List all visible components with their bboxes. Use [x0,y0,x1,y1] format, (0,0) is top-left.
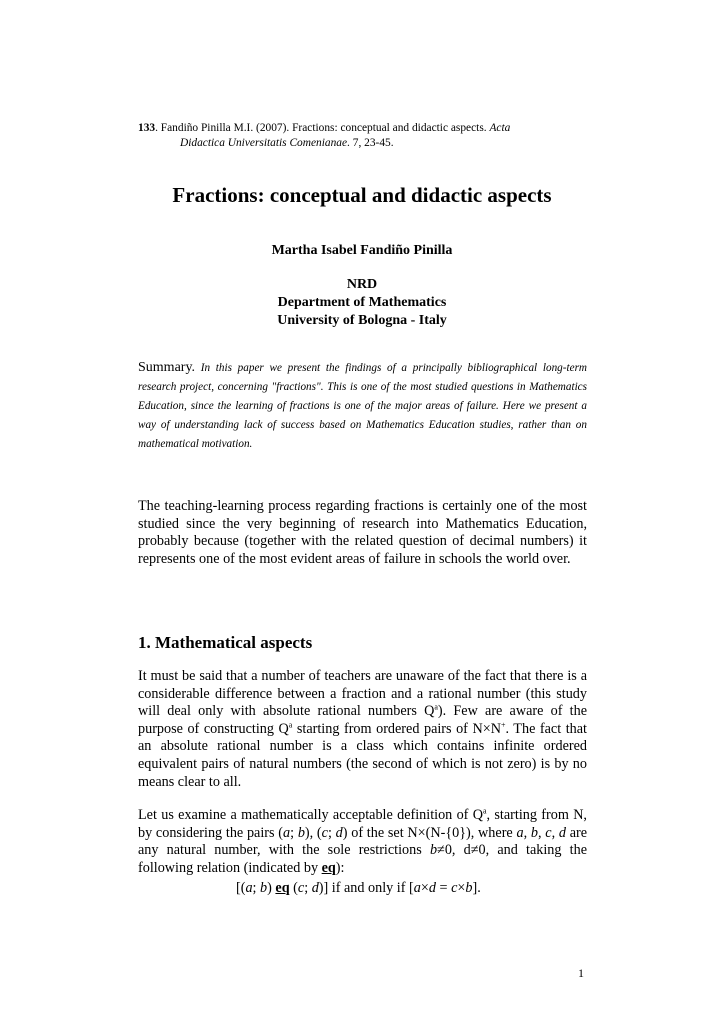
journal-name-part1: Acta [489,122,511,134]
citation-volume-pages: . 7, 23-45. [347,137,394,149]
paper-title: Fractions: conceptual and didactic aspects [172,183,552,207]
affiliation-line3: University of Bologna - Italy [277,313,447,328]
affiliation-line2: Department of Mathematics [277,295,447,310]
page-number: 1 [578,966,584,980]
author-name: Martha Isabel Fandiño Pinilla [271,243,453,258]
intro-paragraph: The teaching-learning process regarding fractions is certainly one of the most studied since the very beginning of research into Mathematics Education, probably because (together with the related question of decimal numbers) it represents one of the most evident areas of failure in schools the world over. [138,498,587,567]
journal-name-part2: Didactica Universitatis Comenianae [180,137,348,149]
summary [138,358,587,454]
citation [138,121,588,151]
equivalence-formula: [(a; b) eq (c; d)] if and only if [a×d = c×b]. [236,880,481,896]
section1-paragraph2: Let us examine a mathematically acceptable definition of $Q^a$, starting from N, by considering the pairs (a; b), (c; d) of the set N×(N-{0}), where a, b, c, d are any natural number, with the sole restrictions b≠0, d≠0, and taking the following relation (indicated by eq): [138,806,588,876]
section1-paragraph1: It must be said that a number of teachers are unaware of the fact that there is a considerable difference between a fraction and a rational number (this study will deal only with absolute rational numbers $Q^a$). Few are aware of the purpose of constructing $Q^a$ starting from ordered pairs of N×N+. The fact that an absolute rational number is a class which contains infinite ordered equivalent pairs of natural numbers (the second of which is not zero) is by no means clear to all. [138,668,587,790]
section-heading: 1. Mathematical aspects [138,633,313,652]
citation-text: . Fandiño Pinilla M.I. (2007). Fractions: conceptual and didactic aspects. [155,122,490,134]
citation-number: 133 [138,122,156,134]
summary-label: Summary. [138,360,196,375]
affiliation-line1: NRD [346,277,378,292]
summary-text: In this paper we present the findings of a principally bibliographical long-term research project, concerning "fractions". This is one of the most studied questions in Mathematics Education, since the learning of fractions is one of the major areas of failure. Here we present a way of understanding lack of success based on Mathematics Education studies, rather than on mathematical motivation. [138,362,588,450]
